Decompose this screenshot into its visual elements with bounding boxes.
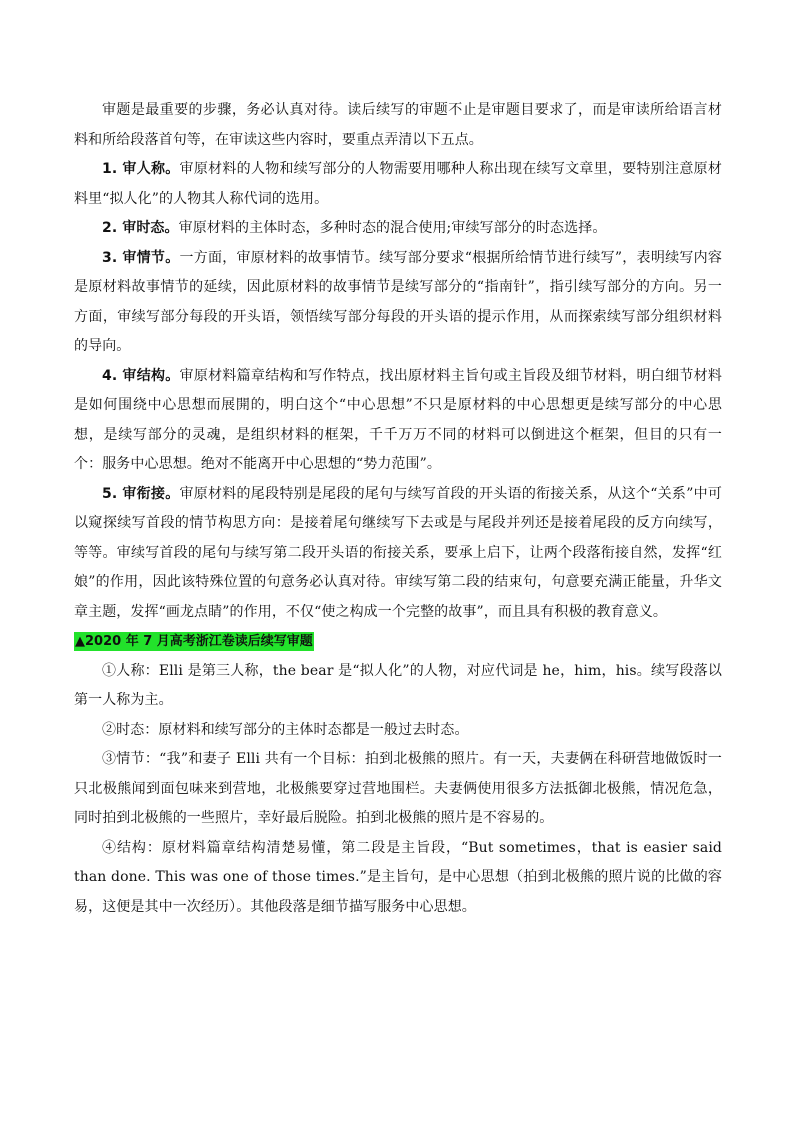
analysis-plot: ③情节：“我”和妻子 Elli 共有一个目标：拍到北极熊的照片。有一天，夫妻俩在科研营地做饭时一只北极熊闻到面包味来到营地，北极熊要穿过营地围栏。夫妻俩使用很多方法抵御北极熊，情况危急，同时拍到北极熊的一些照片，幸好最后脱险。拍到北极熊的照片是不容易的。 — [74, 751, 722, 826]
document-page — [74, 96, 722, 922]
analysis-structure: ④结构：原材料篇章结构清楚易懂，第二段是主旨段，“But sometimes，that is easier said than done. This was one of those times.”是主旨句，是中心思想（拍到北极熊的照片说的比做的容易，这便是其中一次经历）。其他段落是细节描写服务中心思想。 — [74, 839, 722, 915]
analysis-tense: ②时态：原材料和续写部分的主体时态都是一般过去时态。 — [102, 721, 469, 738]
analysis-person: ①人称：Elli 是第三人称，the bear 是“拟人化”的人物，对应代词是 he，him，his。续写段落以第一人称为主。 — [74, 662, 722, 708]
point-label: 3. 审情节。 — [102, 249, 180, 266]
point-text: 审原材料的主体时态，多种时态的混合使用;审续写部分的时态选择。 — [178, 220, 607, 236]
section-title: ▲2020 年 7 月高考浙江卷读后续写审题 — [75, 634, 313, 649]
point-label: 4. 审结构。 — [102, 367, 180, 384]
point-text: 审原材料篇章结构和写作特点，找出原材料主旨句或主旨段及细节材料，明白细节材料是如何围绕中心思想而展開的，明白这个“中心思想”不只是原材料的中心思想更是续写部分的中心思想，是续写部分的灵魂，是组织材料的框架，千千万万不同的材料可以倒进这个框架，但目的只有一个：服务中心思想。绝对不能离开中心思想的“势力范围”。 — [74, 367, 722, 472]
point-label: 1. 审人称。 — [102, 161, 180, 177]
point-structure — [74, 362, 722, 480]
point-person — [74, 155, 722, 214]
point-label: 5. 审衔接。 — [102, 485, 180, 502]
point-text: 一方面，审原材料的故事情节。续写部分要求“根据所给情节进行续写”，表明续写内容是原材料故事情节的延续，因此原材料的故事情节是续写部分的“指南针”，指引续写部分的方向。另一方面，审续写部分每段的开头语，领悟续写部分每段的开头语的提示作用，从而探索续写部分组织材料的导向。 — [74, 249, 722, 354]
point-text: 审原材料的人物和续写部分的人物需要用哪种人称出现在续写文章里，要特别注意原材料里“拟人化”的人物其人称代词的选用。 — [74, 161, 722, 207]
point-label: 2. 审时态。 — [102, 220, 179, 236]
point-plot — [74, 244, 722, 362]
point-connection — [74, 480, 722, 628]
point-tense — [74, 214, 722, 244]
section-heading-line — [74, 627, 722, 657]
intro-paragraph: 审题是最重要的步骤，务必认真对待。读后续写的审题不止是审题目要求了，而是审读所给语言材料和所给段落首句等，在审读这些内容时，要重点弄清以下五点。 — [74, 102, 722, 148]
point-text: 审原材料的尾段特别是尾段的尾句与续写首段的开头语的衔接关系，从这个“关系”中可以窥探续写首段的情节构思方向：是接着尾句继续写下去或是与尾段并列还是接着尾段的反方向续写，等等。审续写首段的尾句与续写第二段开头语的衔接关系，要承上启下，让两个段落衔接自然，发挥“红娘”的作用，因此该特殊位置的句意务必认真对待。审续写第二段的结束句，句意要充满正能量，升华文章主题，发挥“画龙点睛”的作用，不仅“使之构成一个完整的故事”，而且具有积极的教育意义。 — [74, 485, 722, 620]
